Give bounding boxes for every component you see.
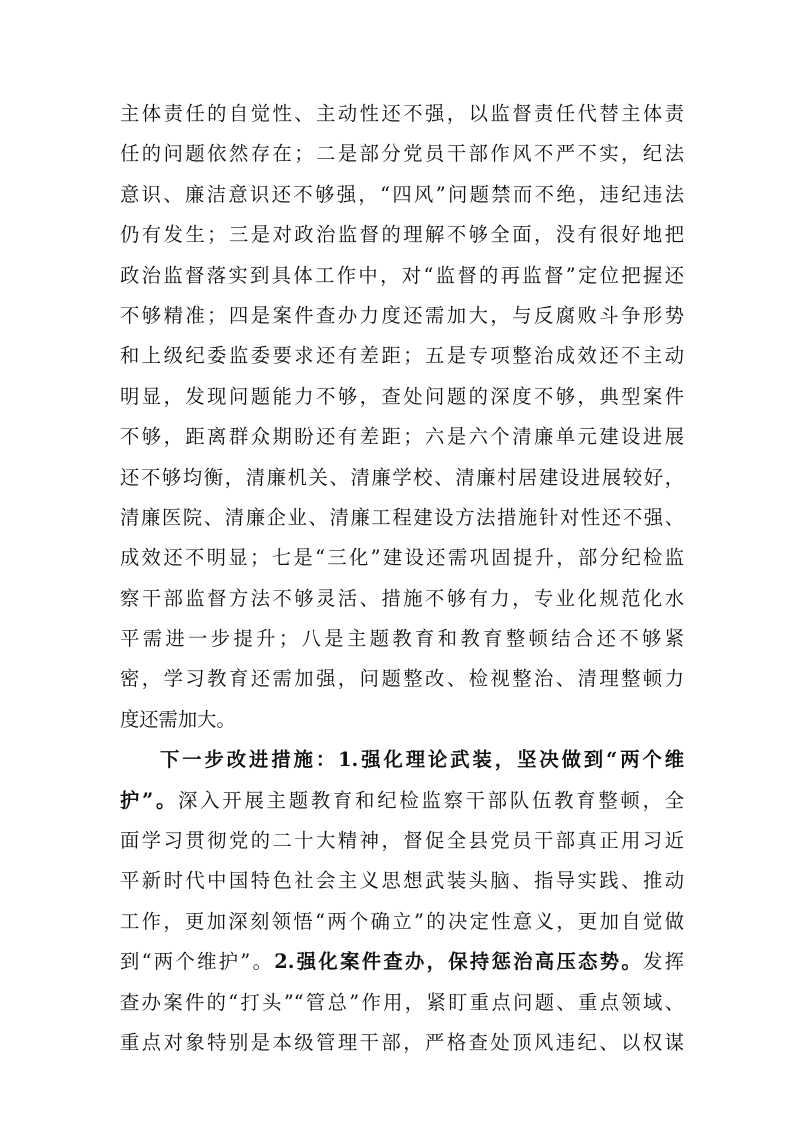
text-line: 平需进一步提升；八是主题教育和教育整顿结合还不够紧 xyxy=(120,627,684,651)
text-line: 明显，发现问题能力不够，查处问题的深度不够，典型案件 xyxy=(120,384,684,408)
text-line: 成效还不明显；七是“三化”建设还需巩固提升，部分纪检监 xyxy=(120,546,684,570)
text-line xyxy=(120,942,684,982)
text-line: 察干部监督方法不够灵活、措施不够有力，专业化规范化水 xyxy=(120,586,684,610)
text-line: 平新时代中国特色社会主义思想武装头脑、指导实践、推动 xyxy=(120,869,684,893)
bold-heading-fragment: 2.强化案件查办，保持惩治高压态势。 xyxy=(274,950,644,974)
text-line: 密，学习教育还需加强，问题整改、检视整治、清理整顿力 xyxy=(120,667,684,691)
text-line: 查办案件的“打头”“管总”作用，紧盯重点问题、重点领域、 xyxy=(120,990,684,1014)
text-line: 任的问题依然存在；二是部分党员干部作风不严不实，纪法 xyxy=(120,142,684,166)
text-line: 度还需加大。 xyxy=(120,707,236,731)
text-fragment: 发挥 xyxy=(643,950,685,974)
text-line: 重点对象特别是本级管理干部，严格查处顶风违纪、以权谋 xyxy=(120,1030,684,1054)
text-line xyxy=(120,781,684,821)
text-fragment: 深入开展主题教育和纪检监察干部队伍教育整顿，全 xyxy=(178,788,685,812)
text-line: 清廉医院、清廉企业、清廉工程建设方法措施针对性还不强、 xyxy=(120,505,684,529)
text-fragment: 到“两个维护”。 xyxy=(120,950,275,974)
text-line: 面学习贯彻党的二十大精神，督促全县党员干部真正用习近 xyxy=(120,829,684,853)
paragraph-measures xyxy=(120,740,684,1063)
paragraph-problems xyxy=(120,94,684,740)
text-line: 和上级纪委监委要求还有差距；五是专项整治成效还不主动 xyxy=(120,344,684,368)
document-page xyxy=(120,94,684,1063)
text-line: 意识、廉洁意识还不够强，“四风”问题禁而不绝，违纪违法 xyxy=(120,182,684,206)
text-line: 工作，更加深刻领悟“两个确立”的决定性意义，更加自觉做 xyxy=(120,909,684,933)
bold-heading-fragment: 护”。 xyxy=(120,788,179,812)
text-line: 政治监督落实到具体工作中，对“监督的再监督”定位把握还 xyxy=(120,263,684,287)
text-line: 仍有发生；三是对政治监督的理解不够全面，没有很好地把 xyxy=(120,223,684,247)
measures-heading-line: 下一步改进措施：1.强化理论武装，坚决做到“两个维 xyxy=(160,748,684,772)
text-line: 还不够均衡，清廉机关、清廉学校、清廉村居建设进展较好， xyxy=(120,465,684,489)
text-line: 不够精准；四是案件查办力度还需加大，与反腐败斗争形势 xyxy=(120,303,684,327)
text-line: 不够，距离群众期盼还有差距；六是六个清廉单元建设进展 xyxy=(120,425,684,449)
text-line: 主体责任的自觉性、主动性还不强，以监督责任代替主体责 xyxy=(120,102,684,125)
